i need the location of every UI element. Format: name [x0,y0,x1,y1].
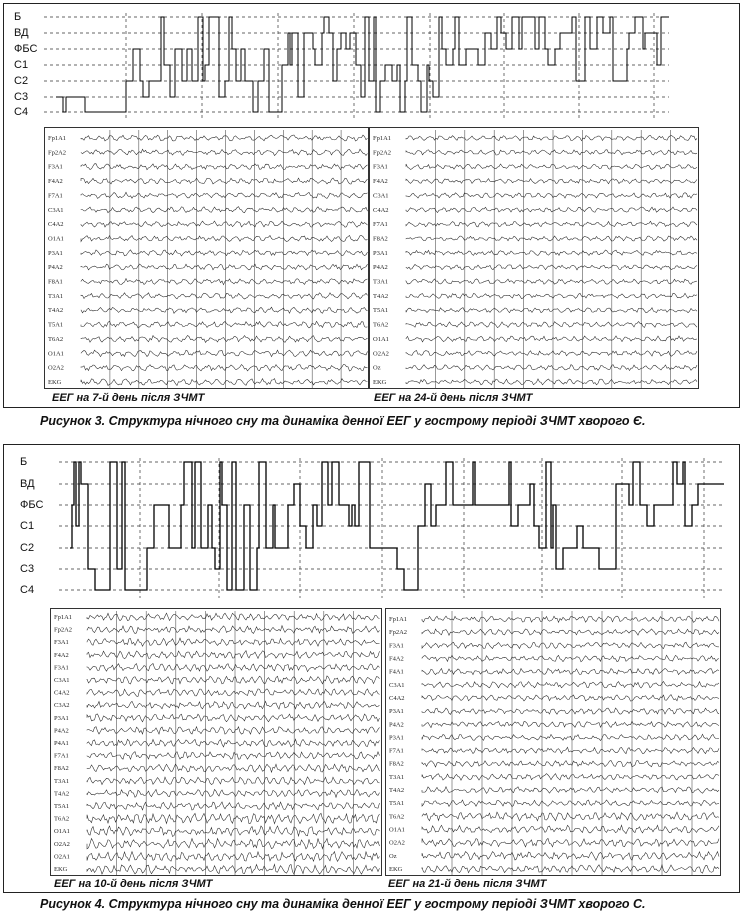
eeg-channel-label: T6A2 [48,335,64,343]
eeg-trace [406,293,697,298]
eeg-channel-label: C4A2 [389,694,405,702]
eeg-channel-label: F7A1 [389,747,404,755]
eeg-trace [422,682,719,689]
eeg-trace [406,236,697,241]
eeg-channel-label: F3A1 [48,163,63,171]
eeg-channel-label: T3A1 [389,773,405,781]
eeg-trace [406,279,697,284]
eeg-trace [422,695,719,702]
hypnogram-trace [56,17,669,112]
eeg-channel-label: Fp2A2 [389,629,408,637]
eeg-trace [87,752,380,760]
eeg-channel-label: F4A1 [389,668,404,676]
eeg-channel-label: O1A1 [54,828,70,836]
eeg-channel-label: F8A2 [389,760,404,768]
eeg-trace [81,321,368,328]
eeg-channel-label: P4A1 [54,740,69,747]
figure-3 [3,3,740,408]
eeg-trace [81,235,368,241]
eeg-trace [422,734,719,740]
eeg-trace [87,852,380,862]
eeg-trace [406,135,697,140]
eeg-channel-label: P3A1 [54,714,69,722]
eeg-channel-label: C3A1 [54,677,70,684]
eeg-channel-label: T5A1 [389,800,405,808]
eeg-trace [406,164,697,170]
eeg-channel-label: O1A1 [389,826,405,834]
eeg-channel-label: F8A2 [54,765,69,773]
eeg-trace [422,629,719,635]
eeg-channel-label: F8A1 [48,278,63,286]
eeg-trace [81,192,368,198]
eeg-channel-label: T4A2 [48,307,64,315]
eeg-channel-label: EKG [48,379,62,386]
eeg-trace [87,813,380,823]
eeg-trace [81,336,368,343]
eeg-channel-label: C4A2 [48,221,64,229]
eeg-trace [87,638,380,646]
eeg-channel-label: C4A2 [373,206,389,214]
eeg-channel-label: F4A2 [373,178,388,186]
eeg-channel-label: P3A1 [48,249,63,257]
eeg-trace [406,207,697,213]
eeg-channel-label: Fp2A2 [54,626,73,634]
eeg-trace [81,279,368,285]
eeg-trace [406,351,697,357]
eeg-panel-day7 [44,127,369,389]
eeg-trace [422,655,719,662]
eeg-channel-label: C3A1 [48,206,64,214]
eeg-trace [87,727,380,735]
figure-4-caption: Рисунок 4. Структура нічного сну та динаміка денної ЕЕГ у гострому періоді ЗЧМТ хворого С. [40,897,646,911]
eeg-trace [422,668,719,674]
eeg-trace [422,852,719,861]
eeg-trace [81,379,368,386]
eeg-channel-label: P3A1 [389,708,404,716]
eeg-traces [51,609,382,876]
figure-4 [3,444,740,893]
eeg-channel-label: O1A1 [373,335,389,343]
eeg-traces [386,609,721,876]
eeg-trace [87,689,380,697]
eeg-channel-label: Fp2A2 [48,149,67,157]
eeg-channel-label: C3A1 [373,192,389,200]
eeg-trace [422,825,719,833]
eeg-channel-label: T3A1 [373,278,389,286]
eeg-channel-label: F7A1 [54,752,69,760]
eeg-channel-label: P4A2 [373,264,388,272]
eeg-channel-label: O2A2 [373,350,389,358]
eeg-trace [422,761,719,768]
eeg-trace [87,838,380,849]
eeg-trace [422,838,719,847]
eeg-channel-label: T5A1 [48,321,64,329]
eeg-traces [45,128,369,389]
eeg-trace [422,747,719,753]
stage-label: С2 [20,542,35,554]
eeg-trace [81,221,368,227]
eeg-channel-label: F3A1 [54,639,69,647]
eeg-channel-label: T6A2 [389,813,405,821]
eeg-trace [422,642,719,648]
eeg-trace [81,350,368,357]
eeg-channel-label: F3A1 [389,642,404,650]
eeg-trace [81,293,368,299]
eeg-trace [81,135,368,141]
eeg-panel-day21 [385,608,721,876]
figure-3-caption: Рисунок 3. Структура нічного сну та динаміка денної ЕЕГ у гострому періоді ЗЧМТ хворого Є. [40,414,646,428]
eeg-trace [406,322,697,328]
eeg-panel-day24 [369,127,699,389]
eeg-channel-label: O2A2 [389,839,405,847]
stage-label: С3 [20,563,35,575]
eeg-channel-label: P4A2 [54,727,69,735]
eeg-channel-label: P4A2 [389,721,404,729]
eeg-trace [81,364,368,371]
eeg-channel-label: F3A1 [373,163,388,171]
stage-label: ФБС [20,499,44,511]
eeg-caption-day21: ЕЕГ на 21-й день після ЗЧМТ [388,878,547,890]
eeg-channel-label: F4A2 [48,178,63,186]
eeg-channel-label: C3A1 [389,681,405,689]
eeg-channel-label: T4A2 [54,790,70,798]
eeg-channel-label: Oz [389,852,397,860]
eeg-trace [87,826,380,837]
eeg-channel-label: O2A2 [54,840,70,848]
eeg-trace [87,864,380,874]
eeg-channel-label: Fp2A2 [373,149,392,157]
eeg-channel-label: F8A2 [373,235,388,243]
eeg-caption-day7: ЕЕГ на 7-й день після ЗЧМТ [52,392,205,404]
eeg-trace [87,701,380,709]
eeg-channel-label: EKG [389,866,403,873]
eeg-channel-label: T3A1 [48,292,64,300]
eeg-trace [406,221,697,227]
eeg-trace [87,613,380,621]
eeg-trace [81,149,368,155]
eeg-channel-label: T5A1 [373,307,389,315]
eeg-trace [87,739,380,747]
eeg-channel-label: O1A1 [48,350,64,358]
stage-label: С4 [20,584,35,596]
eeg-channel-label: Fp1A1 [48,135,67,142]
eeg-trace [406,365,697,371]
eeg-channel-label: Fp1A1 [373,135,392,142]
eeg-trace [87,676,380,684]
eeg-trace [422,721,719,727]
eeg-panel-day10 [50,608,382,876]
eeg-channel-label: T6A2 [54,815,70,823]
eeg-channel-label: O2A2 [48,364,64,372]
eeg-trace [81,264,368,270]
eeg-trace [87,651,380,659]
eeg-trace [406,264,697,270]
stage-label: С4 [14,106,29,118]
eeg-channel-label: T4A2 [373,292,389,300]
eeg-channel-label: Fp1A1 [54,614,73,621]
eeg-channel-label: O2A1 [54,853,70,861]
eeg-trace [87,789,380,797]
eeg-channel-label: C3A2 [54,702,70,710]
eeg-channel-label: F7A1 [48,192,63,200]
eeg-channel-label: F3A1 [54,664,69,672]
eeg-channel-label: EKG [54,866,68,873]
eeg-channel-label: P3A1 [373,249,388,257]
eeg-channel-label: P4A2 [48,264,63,272]
eeg-trace [406,308,697,313]
stage-label: С3 [14,91,29,103]
eeg-trace [406,379,697,385]
hypnogram-4 [4,445,739,610]
eeg-trace [422,787,719,794]
stage-label: ВД [14,27,29,39]
eeg-trace [406,150,697,155]
eeg-channel-label: F4A2 [389,655,404,663]
eeg-trace [87,802,380,810]
eeg-trace [422,865,719,873]
stage-label: С2 [14,75,29,87]
eeg-channel-label: O1A1 [48,235,64,243]
eeg-trace [81,250,368,256]
eeg-trace [81,164,368,170]
stage-label: С1 [14,59,29,71]
eeg-caption-day24: ЕЕГ на 24-й день після ЗЧМТ [374,392,533,404]
eeg-trace [422,812,719,821]
eeg-trace [87,664,380,672]
eeg-channel-label: T5A1 [54,803,70,810]
eeg-trace [81,207,368,213]
eeg-caption-day10: ЕЕГ на 10-й день після ЗЧМТ [54,878,213,890]
eeg-trace [406,179,697,184]
eeg-trace [87,714,380,722]
eeg-channel-label: F4A2 [54,651,69,659]
eeg-channel-label: Oz [373,364,381,372]
eeg-channel-label: P3A1 [389,734,404,742]
stage-label: Б [20,456,28,468]
eeg-trace [81,178,368,184]
eeg-channel-label: T6A2 [373,321,389,329]
eeg-trace [422,800,719,807]
eeg-channel-label: Fp1A1 [389,616,408,623]
eeg-trace [406,336,697,342]
stage-label: ВД [20,478,35,490]
eeg-channel-label: EKG [373,379,387,386]
eeg-trace [422,774,719,781]
eeg-trace [87,777,380,785]
eeg-trace [87,764,380,772]
eeg-traces [370,128,699,389]
stage-label: ФБС [14,43,38,55]
eeg-trace [406,193,697,198]
eeg-trace [406,250,697,255]
stage-label: С1 [20,520,35,532]
stage-label: Б [14,11,22,23]
eeg-channel-label: F7A1 [373,221,388,229]
eeg-channel-label: T3A1 [54,777,70,785]
eeg-trace [81,307,368,313]
hypnogram-3 [4,4,739,124]
eeg-channel-label: C4A2 [54,689,70,697]
eeg-trace [87,626,380,634]
eeg-trace [422,616,719,622]
eeg-channel-label: T4A2 [389,787,405,795]
eeg-trace [422,708,719,714]
